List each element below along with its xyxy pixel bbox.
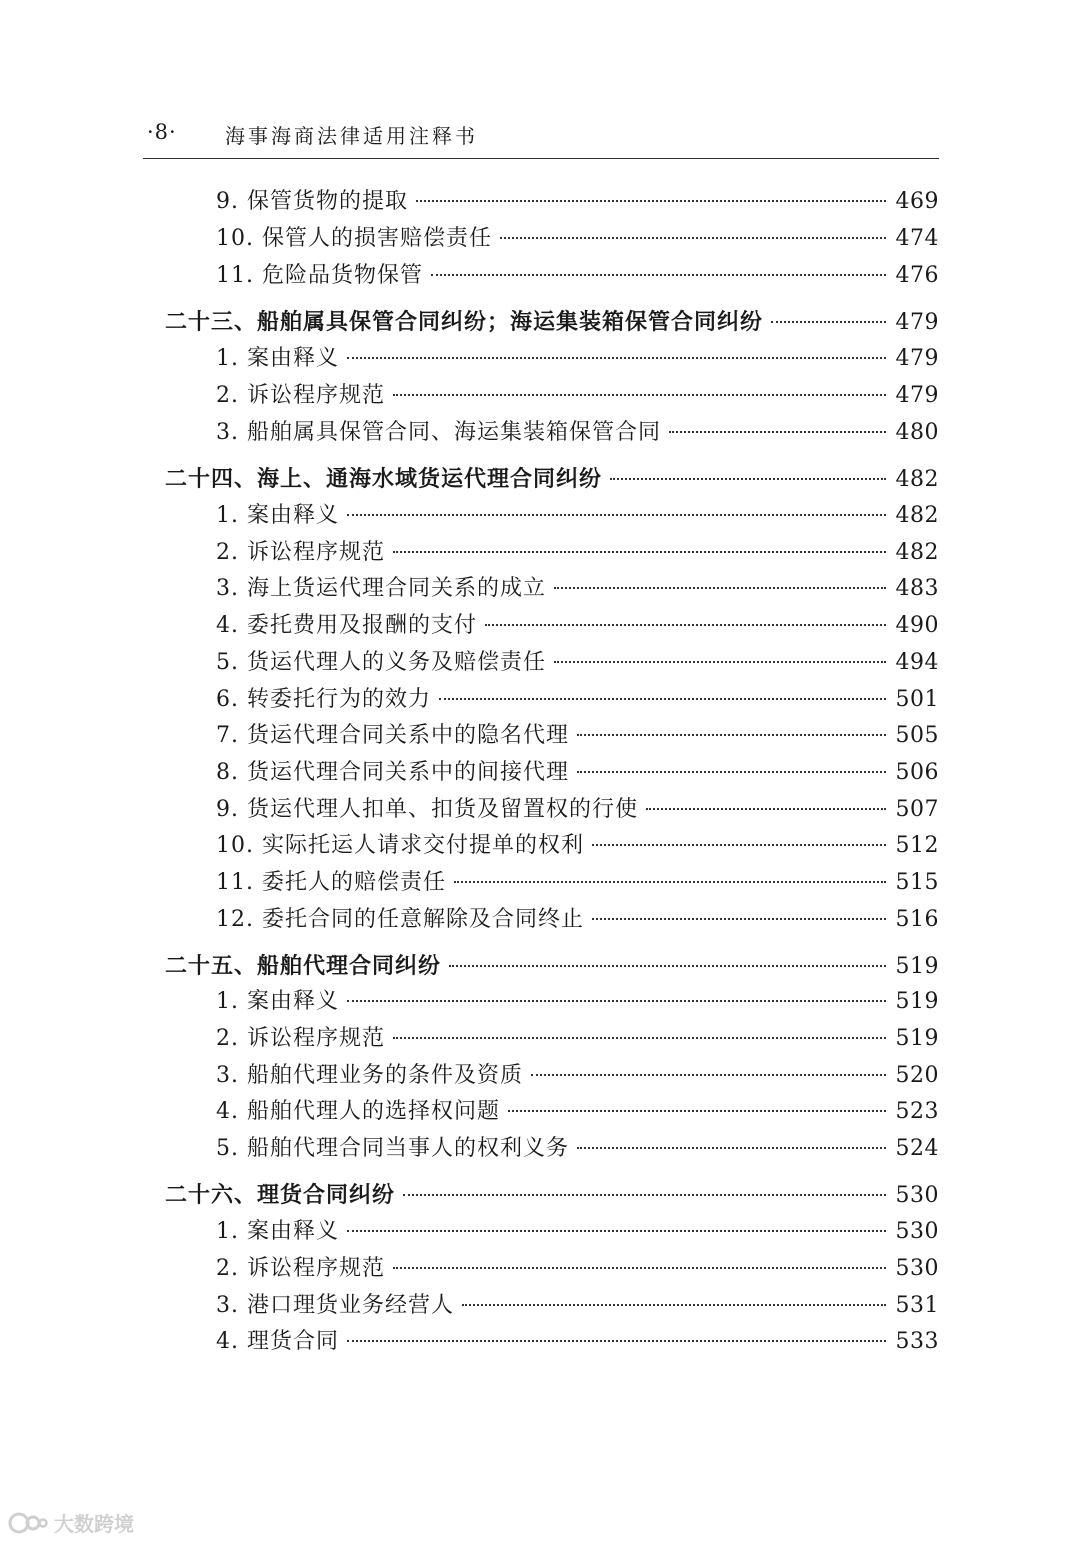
toc-entry-title: 9. 货运代理人扣单、扣货及留置权的行使: [216, 797, 638, 822]
toc-entry: [216, 1060, 939, 1092]
toc-entry: [216, 417, 939, 449]
toc-entry-title: 7. 货运代理合同关系中的隐名代理: [216, 723, 569, 748]
toc-entry-page-number: 479: [895, 383, 939, 408]
toc-entry-page-number: 530: [895, 1256, 939, 1281]
toc-entry-page-number: 531: [895, 1293, 939, 1318]
toc-entry: [216, 343, 939, 375]
toc-entry: [216, 1216, 939, 1248]
toc-entry-page-number: 479: [895, 310, 939, 335]
dot-leader: [347, 1230, 886, 1232]
toc-entry-title: 2. 诉讼程序规范: [216, 540, 385, 565]
toc-entry-title: 3. 海上货运代理合同关系的成立: [216, 576, 546, 601]
dot-leader: [485, 624, 886, 626]
toc-entry-title: 二十三、船舶属具保管合同纠纷；海运集装箱保管合同纠纷: [165, 309, 764, 335]
dot-leader: [500, 237, 886, 239]
toc-entry-page-number: 469: [895, 189, 939, 214]
dot-leader: [347, 514, 886, 516]
dot-leader: [403, 1194, 885, 1196]
toc-entry-page-number: 506: [895, 760, 939, 785]
toc-entry-title: 2. 诉讼程序规范: [216, 383, 385, 408]
toc-entry-title: 3. 港口理货业务经营人: [216, 1293, 454, 1318]
dot-leader: [508, 1110, 886, 1112]
toc-entry-title: 5. 货运代理人的义务及赔偿责任: [216, 650, 546, 675]
toc-entry: [216, 757, 939, 789]
dot-leader: [554, 661, 886, 663]
toc-entry-page-number: 474: [895, 226, 939, 251]
toc-entry: [216, 1326, 939, 1358]
toc-entry-page-number: 483: [895, 576, 939, 601]
toc-entry-page-number: 530: [895, 1183, 939, 1208]
toc-entry-title: 11. 委托人的赔偿责任: [216, 870, 446, 895]
toc-entry-title: 4. 理货合同: [216, 1329, 339, 1354]
toc-entry: [216, 1023, 939, 1055]
toc-entry-title: 二十四、海上、通海水域货运代理合同纠纷: [165, 466, 603, 492]
toc-entry: [216, 1096, 939, 1128]
toc-entry: [216, 500, 939, 532]
dot-leader: [531, 1074, 886, 1076]
toc-entry-title: 1. 案由释义: [216, 1219, 339, 1244]
dot-leader: [669, 431, 886, 433]
toc-entry-page-number: 520: [895, 1063, 939, 1088]
toc-section-entry: [165, 463, 939, 495]
dot-leader: [347, 357, 886, 359]
toc-entry: [216, 380, 939, 412]
toc-entry-page-number: 519: [895, 989, 939, 1014]
toc-entry: [216, 794, 939, 826]
dot-leader: [347, 1000, 886, 1002]
toc-entry-title: 二十五、船舶代理合同纠纷: [165, 953, 442, 979]
toc-entry-page-number: 490: [895, 613, 939, 638]
dot-leader: [431, 274, 886, 276]
toc-entry-title: 4. 委托费用及报酬的支付: [216, 613, 477, 638]
dot-leader: [393, 1037, 886, 1039]
toc-entry-page-number: 482: [895, 467, 939, 492]
dot-leader: [454, 881, 886, 883]
toc-entry: [216, 260, 939, 292]
dot-leader: [347, 1340, 886, 1342]
toc-entry-title: 1. 案由释义: [216, 503, 339, 528]
toc-entry-page-number: 480: [895, 420, 939, 445]
toc-entry: [216, 186, 939, 218]
dot-leader: [393, 1267, 886, 1269]
dot-leader: [646, 808, 886, 810]
toc-entry-page-number: 505: [895, 723, 939, 748]
watermark-text: 大数跨境: [54, 1512, 134, 1536]
toc-entry-page-number: 501: [895, 687, 939, 712]
toc-entry-title: 6. 转委托行为的效力: [216, 687, 431, 712]
dot-leader: [577, 771, 886, 773]
toc-entry: [216, 223, 939, 255]
toc-entry-page-number: 523: [895, 1099, 939, 1124]
dot-leader: [393, 394, 886, 396]
toc-entry-page-number: 482: [895, 540, 939, 565]
toc-entry-title: 10. 保管人的损害赔偿责任: [216, 226, 492, 251]
dot-leader: [592, 844, 886, 846]
toc-entry-page-number: 512: [895, 833, 939, 858]
toc-entry-page-number: 533: [895, 1329, 939, 1354]
toc-entry: [216, 1290, 939, 1322]
toc-entry-title: 3. 船舶代理业务的条件及资质: [216, 1063, 523, 1088]
toc-entry-title: 二十六、理货合同纠纷: [165, 1182, 396, 1208]
toc-entry-title: 1. 案由释义: [216, 989, 339, 1014]
watermark-logo-icon: [8, 1510, 48, 1536]
dot-leader: [577, 1147, 886, 1149]
toc-section-entry: [165, 950, 939, 982]
toc-entry: [216, 986, 939, 1018]
toc-section-entry: [165, 1179, 939, 1211]
toc-entry-page-number: 515: [895, 870, 939, 895]
page-number: ·8·: [147, 120, 177, 144]
watermark: [8, 1508, 134, 1537]
toc-entry-page-number: 516: [895, 907, 939, 932]
toc-entry-title: 4. 船舶代理人的选择权问题: [216, 1099, 500, 1124]
dot-leader: [393, 551, 886, 553]
toc-entry-title: 9. 保管货物的提取: [216, 189, 408, 214]
dot-leader: [610, 478, 885, 480]
dot-leader: [416, 200, 886, 202]
toc-entry-page-number: 530: [895, 1219, 939, 1244]
toc-entry: [216, 1133, 939, 1165]
toc-entry: [216, 610, 939, 642]
dot-leader: [462, 1304, 886, 1306]
toc-entry: [216, 720, 939, 752]
toc-entry-title: 2. 诉讼程序规范: [216, 1026, 385, 1051]
toc-entry: [216, 647, 939, 679]
toc-entry: [216, 573, 939, 605]
toc-entry: [216, 684, 939, 716]
toc-entry: [216, 867, 939, 899]
toc-section-entry: [165, 306, 939, 338]
toc-entry-title: 8. 货运代理合同关系中的间接代理: [216, 760, 569, 785]
toc-entry-page-number: 476: [895, 263, 939, 288]
toc-entry-page-number: 519: [895, 954, 939, 979]
toc-entry-title: 12. 委托合同的任意解除及合同终止: [216, 907, 584, 932]
toc-entry-title: 11. 危险品货物保管: [216, 263, 423, 288]
page-header: [143, 112, 939, 159]
toc-entry: [216, 904, 939, 936]
toc-entry-page-number: 494: [895, 650, 939, 675]
dot-leader: [592, 918, 886, 920]
toc-entry-page-number: 507: [895, 797, 939, 822]
toc-entry: [216, 830, 939, 862]
toc-entry-title: 1. 案由释义: [216, 346, 339, 371]
toc-entry-page-number: 524: [895, 1136, 939, 1161]
toc-entry-page-number: 479: [895, 346, 939, 371]
toc-entry-title: 10. 实际托运人请求交付提单的权利: [216, 833, 584, 858]
toc-entry-page-number: 519: [895, 1026, 939, 1051]
dot-leader: [771, 321, 885, 323]
toc-entry: [216, 537, 939, 569]
toc-entry-title: 2. 诉讼程序规范: [216, 1256, 385, 1281]
dot-leader: [439, 698, 886, 700]
dot-leader: [577, 734, 886, 736]
toc-entry-title: 5. 船舶代理合同当事人的权利义务: [216, 1136, 569, 1161]
dot-leader: [449, 965, 885, 967]
toc-entry-page-number: 482: [895, 503, 939, 528]
dot-leader: [554, 587, 886, 589]
book-title: 海事海商法律适用注释书: [225, 124, 478, 148]
toc-entry-title: 3. 船舶属具保管合同、海运集装箱保管合同: [216, 420, 661, 445]
toc-entry: [216, 1253, 939, 1285]
